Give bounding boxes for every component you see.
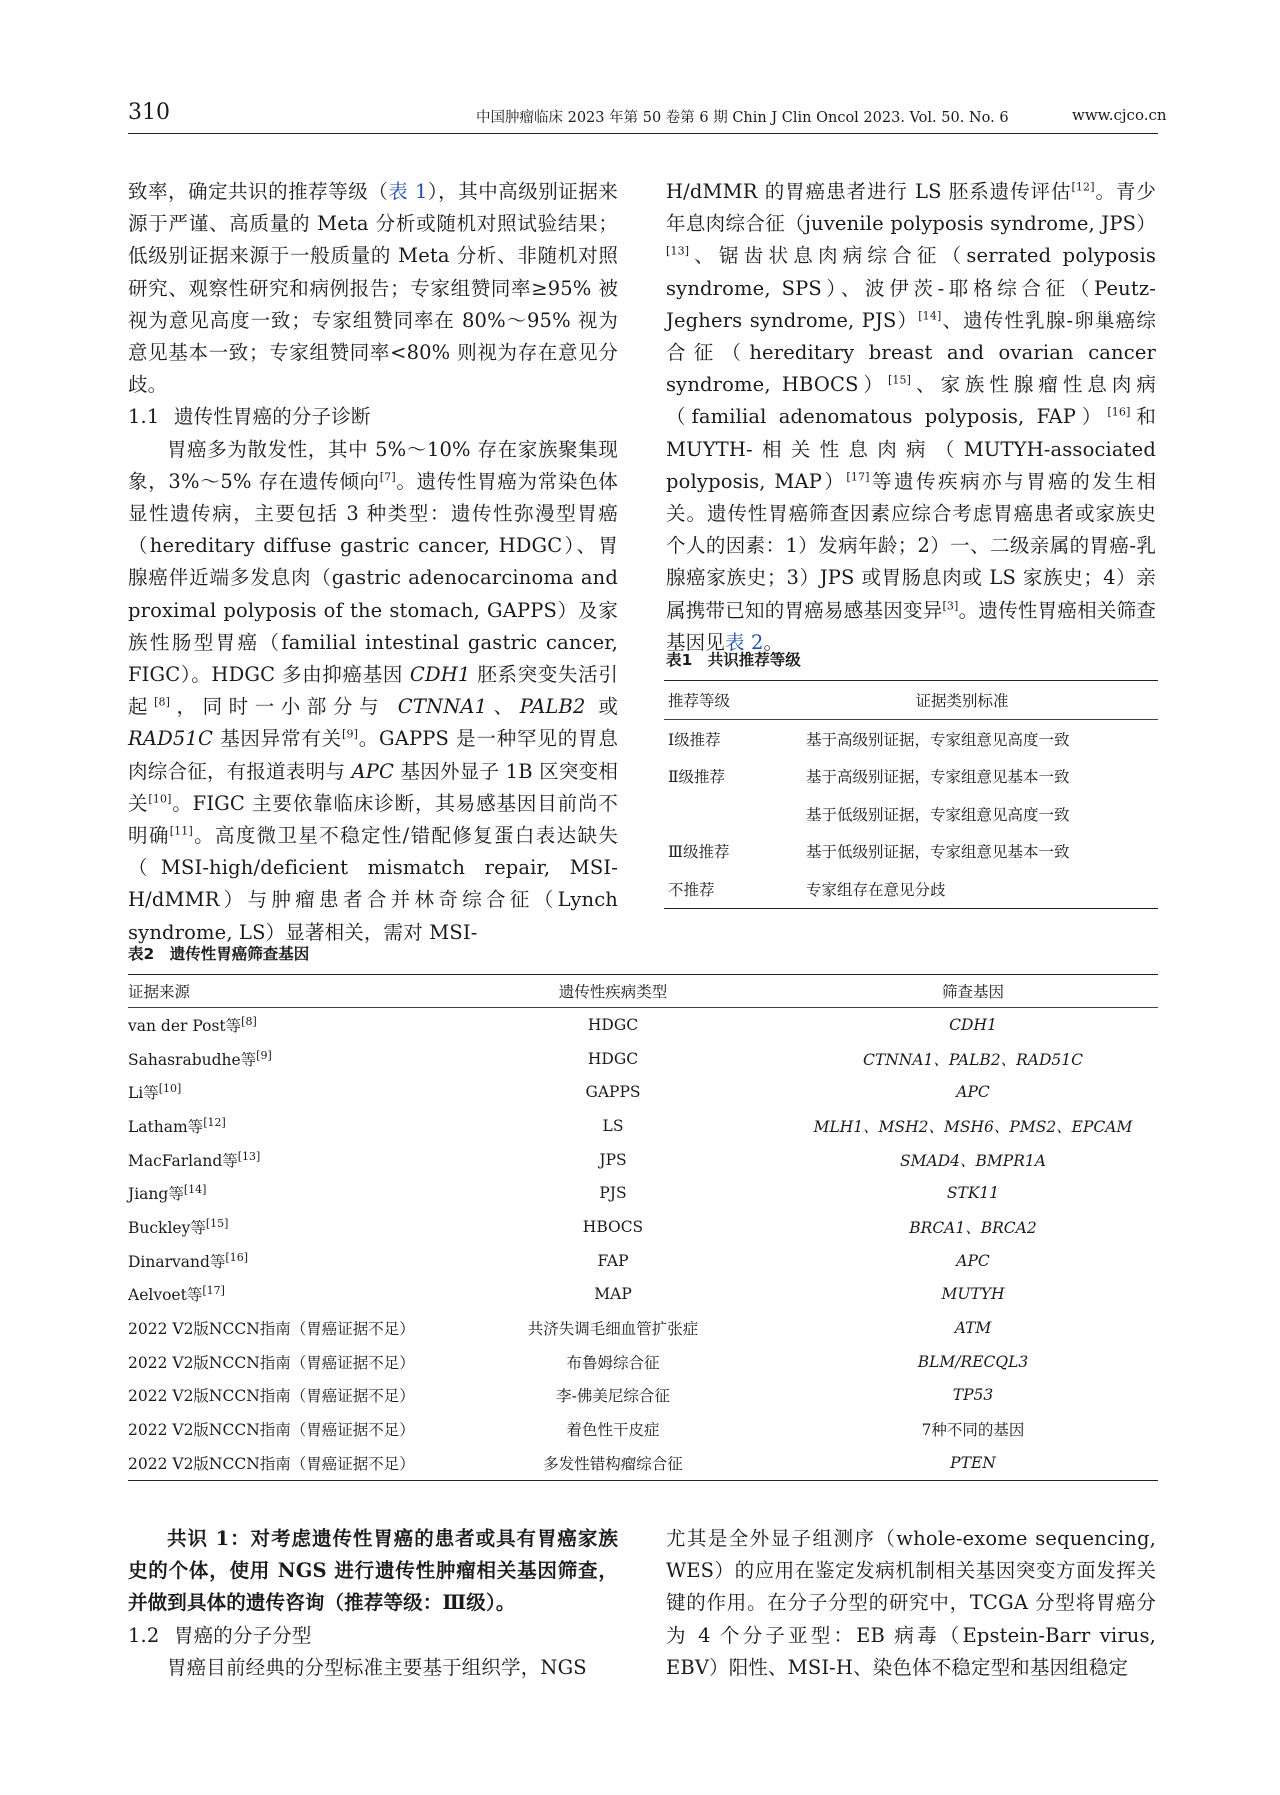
evidence-source-cell [128,1250,488,1272]
table-header-cell: 证据来源 [128,983,191,1001]
evidence-source-cell [128,1418,488,1440]
disease-type-cell: LS [602,1116,624,1135]
table-cell: 基于低级别证据，专家组意见基本一致 [806,843,1070,862]
screening-genes-cell: APC [956,1251,990,1270]
table-header-row [128,975,1158,1008]
text: 、家族性腺瘤性息肉病（familial adenomatous polyposis, FAP） [666,373,1156,429]
text: 。 [763,630,784,654]
table-row [664,870,1158,908]
section-number: 1.2 [128,1623,160,1647]
table-header-cell: 筛查基因 [941,983,1004,1001]
evidence-source: Latham等 [128,1117,204,1136]
table-header-cell: 遗传性疾病类型 [558,983,668,1001]
table-row [128,1278,1158,1312]
evidence-source: Buckley等 [128,1218,206,1237]
evidence-source-cell [128,1149,488,1171]
table-row [128,1143,1158,1177]
evidence-source-cell [128,1351,488,1373]
screening-genes-cell: CDH1 [949,1015,997,1034]
text: 。遗传性胃癌为常染色体显性遗传病，主要包括 3 种类型：遗传性弥漫型胃癌（hereditary diffuse gastric cancer, HDGC）、胃腺癌伴近端多发息肉（gastric adenocarcinoma and proximal polyposis of the stomach, GAPPS）及家族性肠型胃癌（familial intestinal gastric cancer, FIGC）。HDGC 多由抑癌基因 [128,469,618,687]
text: 和 MUYTH-相关性息肉病（MUTYH-associated polyposis, MAP） [666,405,1156,493]
evidence-source-cell [128,1216,488,1238]
disease-type-cell: 共济失调毛细血管扩张症 [527,1320,699,1339]
journal-header: 中国肿瘤临床 2023 年第 50 卷第 6 期 Chin J Clin Oncol 2023. Vol. 50. No. 6 [476,110,1009,126]
screening-genes-cell: TP53 [952,1386,994,1405]
section-heading-1-1 [128,401,618,433]
text: 基因外显子 1B 区突变相关 [128,759,619,815]
table-cell: 专家组存在意见分歧 [806,880,946,899]
table-row [128,1075,1158,1109]
section-number: 1.1 [128,405,160,429]
text: ，同时一小部分与 [170,695,398,719]
evidence-source: 2022 V2版NCCN指南（胃癌证据不足） [128,1454,415,1473]
citation[interactable]: [9] [256,1048,272,1062]
table-row [128,1379,1158,1413]
disease-type-cell: HDGC [587,1049,639,1068]
text: 。青少年息肉综合征（juvenile polyposis syndrome, JPS） [666,180,1156,236]
citation[interactable]: [8] [154,695,171,709]
text: 等遗传疾病亦与胃癌的发生相关。遗传性胃癌筛查因素应综合考虑胃癌患者或家族史个人的因素：1）发病年龄；2）一、二级亲属的胃癌-乳腺癌家族史；3）JPS 或胃肠息肉或 LS 家族史；4）亲属携带已知的胃癌易感基因变异 [666,469,1157,622]
table2-body [128,1008,1158,1480]
table1-title: 表1 共识推荐等级 [666,651,801,669]
evidence-source-cell [128,1317,488,1339]
text: 、遗传性乳腺-卵巢癌综合征（hereditary breast and ovarian cancer syndrome, HBOCS） [666,308,1156,397]
paragraph [128,434,618,949]
evidence-source-cell [128,1014,488,1036]
citation[interactable]: [14] [918,309,942,323]
section-title: 胃癌的分子分型 [174,1623,312,1647]
citation[interactable]: [16] [1107,405,1131,419]
table-row [128,1446,1158,1480]
section-heading-1-2 [128,1620,618,1652]
table2 [128,974,1158,1481]
screening-genes-cell: CTNNA1、PALB2、RAD51C [863,1050,1083,1069]
gene-name: CDH1 [409,663,471,687]
text: ），其中高级别证据来源于严谨、高质量的 Meta 分析或随机对照试验结果；低级别证据来源于一般质量的 Meta 分析、非随机对照研究、观察性研究和病例报告；专家组赞同率≥95% 被视为意见高度一致；专家组赞同率在 80%～95% 视为意见基本一致；专家组赞同率<80% 则视为存在意见分歧。 [128,180,618,397]
gene-name: RAD51C [128,727,214,751]
citation[interactable]: [13] [237,1149,261,1163]
table-row [128,1042,1158,1076]
screening-genes-cell: MLH1、MSH2、MSH6、PMS2、EPCAM [813,1117,1133,1136]
disease-type-cell: 布鲁姆综合征 [566,1353,660,1372]
disease-type-cell: 着色性干皮症 [566,1421,660,1440]
left-column [128,176,618,949]
gene-name: CTNNA1 [397,695,488,719]
evidence-source-cell [128,1182,488,1204]
table-row [128,1311,1158,1345]
citation[interactable]: [15] [205,1216,229,1230]
citation[interactable]: [16] [225,1250,249,1264]
table-cell: 不推荐 [668,880,715,899]
journal-website: www.cjco.cn [1072,106,1167,124]
text: 。高度微卫星不稳定性/错配修复蛋白表达缺失（MSI-high/deficient mismatch repair, MSI-H/dMMR）与肿瘤患者合并林奇综合征（Lynch syndrome, LS）显著相关，需对 MSI- [128,824,618,944]
text: 基因异常有关 [213,727,343,751]
evidence-source: Li等 [128,1084,159,1103]
table-row [128,1176,1158,1210]
disease-type-cell: HDGC [587,1015,639,1034]
screening-genes-cell: 7种不同的基因 [921,1421,1025,1440]
gene-name: PALB2 [519,695,586,719]
bottom-left-column [128,1523,618,1684]
screening-genes-cell: SMAD4、BMPR1A [900,1151,1046,1170]
evidence-source-cell [128,1452,488,1474]
citation[interactable]: [9] [342,727,359,741]
table-row [664,758,1158,796]
evidence-source: Aelvoet等 [128,1286,203,1305]
disease-type-cell: 李-佛美尼综合征 [556,1387,670,1406]
screening-genes-cell: MUTYH [941,1285,1005,1304]
table-row [128,1109,1158,1143]
table2-link[interactable]: 表 2 [724,630,764,654]
disease-type-cell: FAP [597,1251,629,1270]
table-cell: Ⅲ级推荐 [668,843,730,862]
evidence-source-cell [128,1048,488,1070]
page-number: 310 [128,100,170,125]
evidence-source: van der Post等 [128,1016,242,1035]
evidence-source: 2022 V2版NCCN指南（胃癌证据不足） [128,1387,415,1406]
text: 或 [585,695,618,719]
gene-name: APC [351,759,395,783]
table-row [664,795,1158,833]
evidence-source: 2022 V2版NCCN指南（胃癌证据不足） [128,1320,415,1339]
table-header-row [664,681,1158,720]
screening-genes-cell: PTEN [950,1453,996,1472]
table-cell: 基于低级别证据，专家组意见高度一致 [806,805,1070,824]
table1-link[interactable]: 表 1 [388,180,428,203]
paragraph: 尤其是全外显子组测序（whole-exome sequencing, WES）的应用在鉴定发病机制相关基因突变方面发挥关键的作用。在分子分型的研究中，TCGA 分型将胃癌分为 4 个分子亚型：EB 病毒（Epstein-Barr virus, EBV）阳性、MSI-H、染色体不稳定型和基因组稳定 [666,1527,1156,1679]
evidence-source: Sahasrabudhe等 [128,1050,257,1069]
evidence-source: 2022 V2版NCCN指南（胃癌证据不足） [128,1421,415,1440]
text: 、锯齿状息肉病综合征（serrated polyposis syndrome, SPS）、波伊茨-耶格综合征（Peutz-Jeghers syndrome, PJS） [666,244,1156,332]
table-cell: 基于高级别证据，专家组意见高度一致 [806,730,1070,749]
table-row [128,1412,1158,1446]
text: 、 [487,695,520,719]
header-rule [128,133,1158,134]
citation[interactable]: [17] [846,470,870,484]
text: H/dMMR 的胃癌患者进行 LS 胚系遗传评估 [666,180,1072,203]
evidence-source-cell [128,1081,488,1103]
citation[interactable]: [13] [666,244,690,258]
screening-genes-cell: ATM [954,1319,992,1338]
evidence-source-cell [128,1115,488,1137]
table-cell: Ⅱ级推荐 [668,768,726,787]
disease-type-cell: MAP [594,1285,632,1304]
citation[interactable]: [10] [148,792,172,806]
evidence-source: 2022 V2版NCCN指南（胃癌证据不足） [128,1353,415,1372]
table-cell: 基于高级别证据，专家组意见基本一致 [806,768,1070,787]
section-title: 遗传性胃癌的分子诊断 [174,405,371,429]
table-row [664,833,1158,871]
text: 。FIGC 主要依靠临床诊断，其易感基因目前尚不明确 [128,791,618,848]
disease-type-cell: JPS [599,1150,627,1169]
evidence-source: Jiang等 [128,1185,184,1204]
consensus-statement: 共识 1：对考虑遗传性胃癌的患者或具有胃癌家族史的个体，使用 NGS 进行遗传性肿瘤相关基因筛查，并做到具体的遗传咨询（推荐等级：Ⅲ级）。 [128,1527,618,1615]
text: 。遗传性胃癌相关筛查基因见 [666,598,1156,654]
text: 胚系突变失活引起 [128,663,618,719]
paragraph [128,176,618,401]
table-row [128,1210,1158,1244]
citation[interactable]: [11] [169,824,193,838]
table-row [664,720,1158,758]
citation[interactable]: [7] [379,470,396,484]
table1-body [664,720,1158,908]
evidence-source: MacFarland等 [128,1151,238,1170]
text: 胃癌多为散发性，其中 5%～10% 存在家族聚集现象，3%～5% 存在遗传倾向 [128,437,618,493]
disease-type-cell: 多发性错构瘤综合征 [543,1454,683,1473]
table-header-cell: 证据类别标准 [915,692,1009,710]
citation[interactable]: [15] [887,373,912,387]
table-row [128,1345,1158,1379]
disease-type-cell: HBOCS [582,1217,644,1236]
evidence-source-cell [128,1283,488,1305]
right-column [666,176,1156,659]
disease-type-cell: PJS [599,1184,627,1203]
table-header-cell: 推荐等级 [668,692,731,710]
citation[interactable]: [14] [183,1183,207,1197]
citation[interactable]: [12] [203,1115,226,1129]
screening-genes-cell: APC [956,1083,990,1102]
citation[interactable]: [17] [202,1284,225,1298]
table2-title: 表2 遗传性胃癌筛查基因 [128,945,310,963]
screening-genes-cell: STK11 [946,1184,1000,1203]
text: 致率，确定共识的推荐等级（ [128,180,389,203]
paragraph: 胃癌目前经典的分型标准主要基于组织学，NGS [167,1655,587,1679]
bottom-right-column [666,1523,1156,1684]
table-row [128,1008,1158,1042]
citation[interactable]: [12] [1071,180,1095,194]
text: 。GAPPS 是一种罕见的胃息肉综合征，有报道表明与 [128,727,618,783]
screening-genes-cell: BRCA1、BRCA2 [909,1218,1037,1237]
citation[interactable]: [8] [241,1014,257,1028]
table1 [664,680,1158,909]
evidence-source: Dinarvand等 [128,1252,226,1271]
screening-genes-cell: BLM/RECQL3 [917,1352,1029,1371]
table-row [128,1244,1158,1278]
disease-type-cell: GAPPS [585,1083,641,1102]
table-cell: Ⅰ级推荐 [668,730,721,749]
citation[interactable]: [10] [158,1082,182,1096]
citation[interactable]: [3] [942,599,959,613]
evidence-source-cell [128,1384,488,1406]
paragraph [666,176,1156,659]
